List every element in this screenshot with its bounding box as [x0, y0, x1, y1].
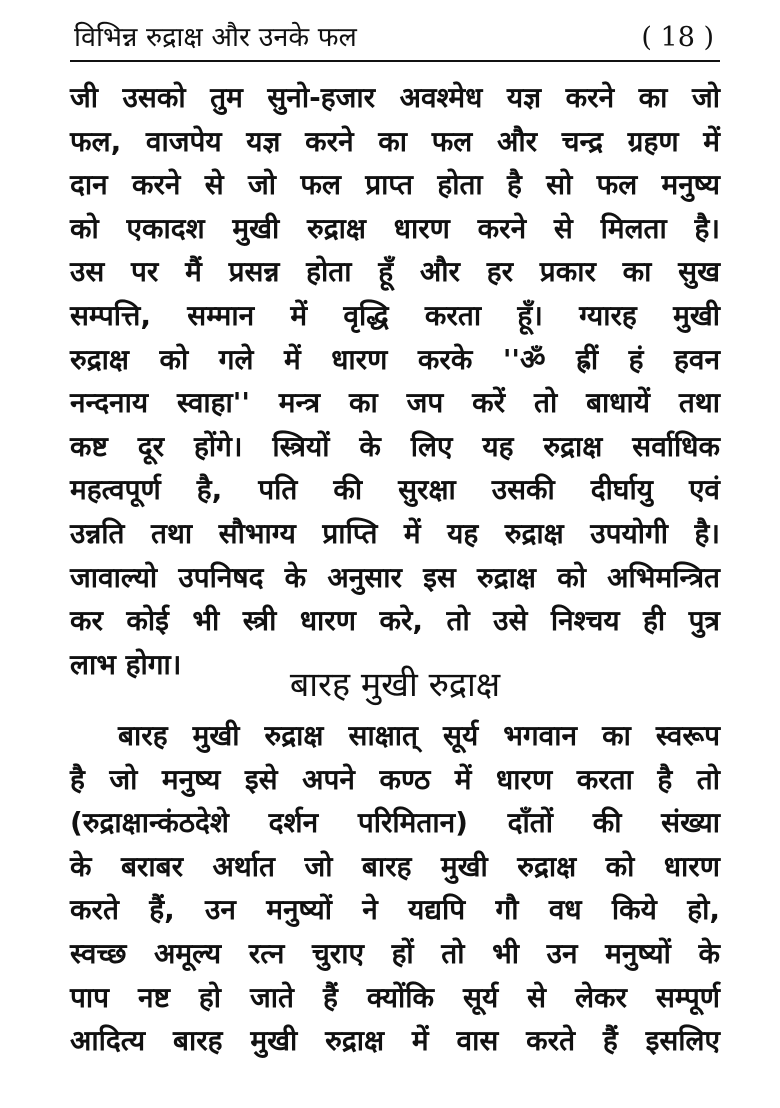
text-line: है जो मनुष्य इसे अपने कण्ठ में धारण करता है तो — [70, 762, 720, 796]
text-line: पाप नष्ट हो जाते हैं क्योंकि सूर्य से लेकर सम्पूर्ण — [70, 980, 720, 1014]
text-line: कष्ट दूर होंगे। स्त्रियों के लिए यह रुद्राक्ष सर्वाधिक — [70, 429, 720, 463]
text-line: उस पर मैं प्रसन्न होता हूँ और हर प्रकार का सुख — [70, 255, 720, 289]
page-number: ( 18 ) — [641, 22, 714, 53]
paragraph-eleven-mukhi — [70, 76, 720, 686]
text-line: नन्दनाय स्वाहा'' मन्त्र का जप करें तो बाधायें तथा — [70, 386, 720, 420]
text-line: लाभ होगा। — [70, 647, 182, 681]
text-line: जी उसको तुम सुनो-हजार अवश्मेध यज्ञ करने का जो — [70, 81, 720, 114]
paragraph-twelve-mukhi — [70, 714, 720, 1063]
running-header — [70, 18, 720, 62]
text-line: कर कोई भी स्त्री धारण करे, तो उसे निश्चय ही पुत्र — [70, 604, 720, 638]
text-line: जावाल्यो उपनिषद के अनुसार इस रुद्राक्ष को अभिमन्त्रित — [70, 560, 720, 594]
text-line: रुद्राक्ष को गले में धारण करके ''ॐ ह्रीं हं हवन — [70, 342, 720, 376]
text-line: करते हैं, उन मनुष्यों ने यद्यपि गौ वध किये हो, — [70, 893, 720, 927]
section-heading: बारह मुखी रुद्राक्ष — [289, 665, 501, 705]
running-title: विभिन्न रुद्राक्ष और उनके फल — [74, 22, 357, 53]
text-line: फल, वाजपेय यज्ञ करने का फल और चन्द्र ग्रहण में — [70, 124, 720, 158]
text-line: को एकादश मुखी रुद्राक्ष धारण करने से मिलता है। — [70, 211, 720, 245]
text-line: उन्नति तथा सौभाग्य प्राप्ति में यह रुद्राक्ष उपयोगी है। — [70, 516, 720, 550]
text-line: बारह मुखी रुद्राक्ष साक्षात् सूर्य भगवान का स्वरूप — [118, 719, 720, 752]
text-line: स्वच्छ अमूल्य रत्न चुराए हों तो भी उन मनुष्यों के — [70, 936, 720, 970]
text-line: के बराबर अर्थात जो बारह मुखी रुद्राक्ष को धारण — [70, 849, 720, 883]
text-line: महत्वपूर्ण है, पति की सुरक्षा उसकी दीर्घायु एवं — [70, 473, 720, 507]
text-line: (रुद्राक्षान्कंठदेशे दर्शन परिमितान) दाँतों की संख्या — [70, 806, 720, 840]
text-line: दान करने से जो फल प्राप्त होता है सो फल मनुष्य — [70, 168, 720, 202]
text-line: सम्पत्ति, सम्मान में वृद्धि करता हूँ। ग्यारह मुखी — [70, 298, 720, 332]
text-line: आदित्य बारह मुखी रुद्राक्ष में वास करते हैं इसलिए — [70, 1024, 720, 1058]
